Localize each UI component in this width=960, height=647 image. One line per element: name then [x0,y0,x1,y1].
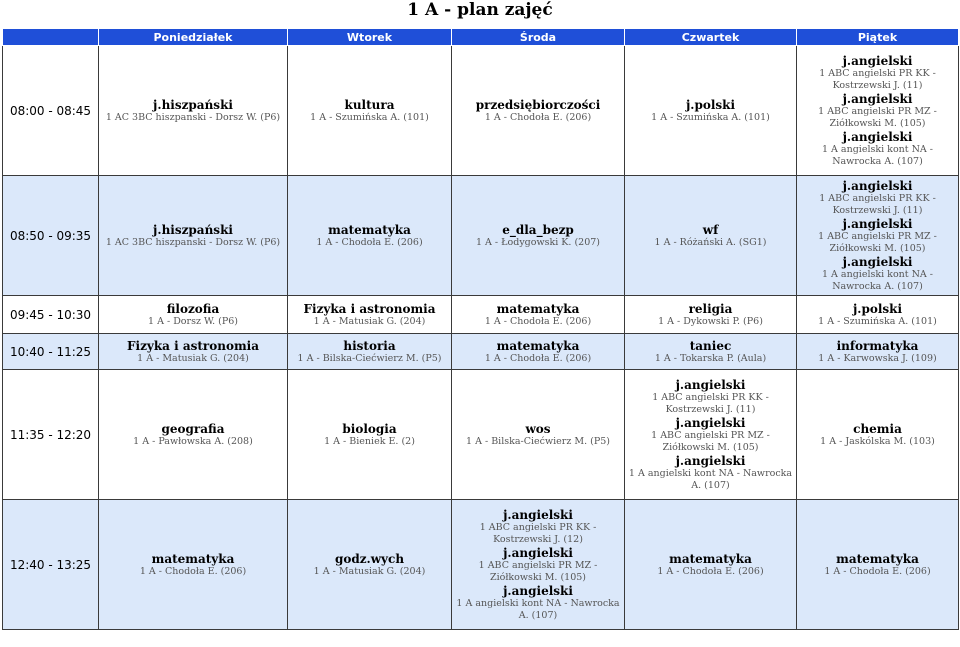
lesson-details: 1 A - Łodygowski K. (207) [475,236,600,248]
lesson-cell-tuesday [288,176,452,296]
lesson-details: 1 ABC angielski PR KK - Kostrzewski J. (11) [819,67,936,91]
lesson-details: 1 ABC angielski PR MZ - Ziółkowski M. (105) [651,429,770,453]
lesson-subject[interactable]: przedsiębiorczości [475,97,601,112]
lesson-details: 1 ABC angielski PR KK - Kostrzewski J. (11) [652,391,769,415]
lesson-row [3,334,959,370]
lesson-cell-thursday [625,296,797,334]
lesson-cell-friday [797,176,959,296]
lesson-time: 09:45 - 10:30 [3,296,99,334]
lesson-cell-thursday [625,370,797,500]
lesson-cell-wednesday [452,176,625,296]
lesson-cell-friday [797,46,959,176]
lesson-subject[interactable]: matematyka [496,338,580,353]
lesson-subject[interactable]: j.angielski [842,178,913,193]
lesson-subject[interactable]: matematyka [328,222,411,237]
lesson-details: 1 AC 3BC hiszpanski - Dorsz W. (P6) [105,236,281,248]
lesson-cell-monday [99,370,288,500]
lesson-subject[interactable]: wos [525,421,551,436]
lesson-cell-friday [797,370,959,500]
lesson-details: 1 A - Dorsz W. (P6) [148,315,238,327]
lesson-cell-monday [99,500,288,630]
lesson-details: 1 A - Chodoła E. (206) [484,315,592,327]
lesson-subject[interactable]: j.angielski [503,507,573,522]
lesson-details: 1 A - Bieniek E. (2) [324,435,415,447]
lesson-details: 1 A - Matusiak G. (204) [313,315,426,327]
lesson-cell-thursday [625,500,797,630]
lesson-cell-thursday [625,176,797,296]
lesson-details: 1 A - Różański A. (SG1) [654,236,767,248]
lesson-details: 1 A - Szumińska A. (101) [651,111,770,123]
lesson-cell-tuesday [288,370,452,500]
lesson-cell-tuesday [288,334,452,370]
lesson-subject[interactable]: j.polski [852,301,903,316]
lesson-details: 1 A angielski kont NA - Nawrocka A. (107) [628,467,793,491]
lesson-cell-monday [99,334,288,370]
lesson-cell-tuesday [288,46,452,176]
lesson-cell-wednesday [452,46,625,176]
lesson-details: 1 A - Chodoła E. (206) [484,352,592,364]
lesson-details: 1 A - Dykowski P. (P6) [658,315,763,327]
day-header-tuesday: Wtorek [288,29,452,46]
lesson-cell-tuesday [288,500,452,630]
lesson-cell-wednesday [452,334,625,370]
lesson-subject[interactable]: historia [343,338,396,353]
lesson-subject[interactable]: j.angielski [842,254,913,269]
lesson-subject[interactable]: Fizyka i astronomia [126,338,260,353]
day-header-monday: Poniedziałek [99,29,288,46]
lesson-subject[interactable]: informatyka [836,338,919,353]
lesson-row [3,500,959,630]
lesson-subject[interactable]: geografia [161,421,225,436]
lesson-subject[interactable]: j.angielski [675,377,746,392]
day-header-wednesday: Środa [452,29,625,46]
lesson-subject[interactable]: j.angielski [842,53,913,68]
lesson-details: 1 A - Tokarska P. (Aula) [654,352,767,364]
lesson-cell-monday [99,46,288,176]
lesson-subject[interactable]: taniec [689,338,732,353]
lesson-details: 1 A - Matusiak G. (204) [313,565,426,577]
lesson-subject[interactable]: j.angielski [503,545,573,560]
lesson-subject[interactable]: matematyka [836,551,919,566]
lesson-details: 1 A - Pawłowska A. (208) [133,435,253,447]
lesson-details: 1 A - Bilska-Ciećwierz M. (P5) [466,435,610,447]
page-title: 1 A - plan zajęć [407,0,553,20]
lesson-details: 1 A - Chodoła E. (206) [824,565,931,577]
day-header-row [3,29,959,46]
lesson-subject[interactable]: j.angielski [842,91,913,106]
lesson-details: 1 A - Chodoła E. (206) [657,565,764,577]
lesson-details: 1 A - Chodoła E. (206) [139,565,247,577]
day-header-thursday: Czwartek [625,29,797,46]
lesson-cell-friday [797,334,959,370]
lesson-details: 1 A - Bilska-Ciećwierz M. (P5) [297,352,442,364]
lesson-subject[interactable]: biologia [342,421,397,436]
lesson-subject[interactable]: matematyka [496,301,580,316]
lesson-time: 08:00 - 08:45 [3,46,99,176]
lesson-cell-friday [797,500,959,630]
lesson-details: 1 A - Matusiak G. (204) [137,352,249,364]
lesson-details: 1 A - Karwowska J. (109) [818,352,937,364]
lesson-cell-thursday [625,334,797,370]
lesson-details: 1 A - Jaskólska M. (103) [820,435,935,447]
lesson-subject[interactable]: j.angielski [503,583,573,598]
lesson-subject[interactable]: religia [688,301,733,316]
lesson-details: 1 ABC angielski PR MZ - Ziółkowski M. (105) [478,559,598,583]
lesson-cell-monday [99,176,288,296]
lesson-subject[interactable]: j.angielski [675,415,746,430]
lesson-cell-tuesday [288,296,452,334]
lesson-cell-wednesday [452,370,625,500]
lesson-details: 1 AC 3BC hiszpanski - Dorsz W. (P6) [105,111,281,123]
lesson-subject[interactable]: Fizyka i astronomia [303,301,436,316]
corner-cell [3,29,99,46]
lesson-subject[interactable]: j.angielski [842,216,913,231]
lesson-subject[interactable]: filozofia [166,301,220,316]
lesson-subject[interactable]: j.hiszpański [153,222,233,237]
lesson-cell-wednesday [452,296,625,334]
lesson-details: 1 ABC angielski PR KK - Kostrzewski J. (12) [479,521,597,545]
lesson-cell-thursday [625,46,797,176]
lesson-details: 1 ABC angielski PR MZ - Ziółkowski M. (105) [818,230,937,254]
lesson-subject[interactable]: e_dla_bezp [502,222,574,237]
lesson-row [3,176,959,296]
lesson-details: 1 ABC angielski PR MZ - Ziółkowski M. (105) [818,105,937,129]
lesson-row [3,46,959,176]
lesson-cell-monday [99,296,288,334]
lesson-details: 1 A - Chodoła E. (206) [484,111,592,123]
lesson-subject[interactable]: matematyka [151,551,235,566]
lesson-subject[interactable]: chemia [853,421,902,436]
lesson-subject[interactable]: matematyka [669,551,752,566]
lesson-subject[interactable]: j.angielski [675,453,746,468]
lesson-subject[interactable]: j.angielski [842,129,913,144]
lesson-details: 1 ABC angielski PR KK - Kostrzewski J. (11) [819,192,936,216]
lesson-cell-friday [797,296,959,334]
lesson-details: 1 A - Szumińska A. (101) [818,315,937,327]
lesson-row [3,370,959,500]
lesson-time: 10:40 - 11:25 [3,334,99,370]
lesson-subject[interactable]: j.polski [685,97,736,112]
lesson-details: 1 A angielski kont NA - Nawrocka A. (107) [821,268,934,292]
lesson-details: 1 A angielski kont NA - Nawrocka A. (107) [456,597,620,621]
lesson-details: 1 A - Chodoła E. (206) [316,236,423,248]
lesson-details: 1 A - Szumińska A. (101) [310,111,429,123]
lesson-subject[interactable]: j.hiszpański [153,97,233,112]
lesson-subject[interactable]: kultura [344,97,395,112]
lesson-row [3,296,959,334]
lesson-details: 1 A angielski kont NA - Nawrocka A. (107) [821,143,934,167]
timetable [2,28,959,630]
day-header-friday: Piątek [797,29,959,46]
lesson-time: 08:50 - 09:35 [3,176,99,296]
lesson-subject[interactable]: godz.wych [334,551,405,566]
lesson-cell-wednesday [452,500,625,630]
lesson-time: 11:35 - 12:20 [3,370,99,500]
lesson-time: 12:40 - 13:25 [3,500,99,630]
lesson-subject[interactable]: wf [702,222,719,237]
